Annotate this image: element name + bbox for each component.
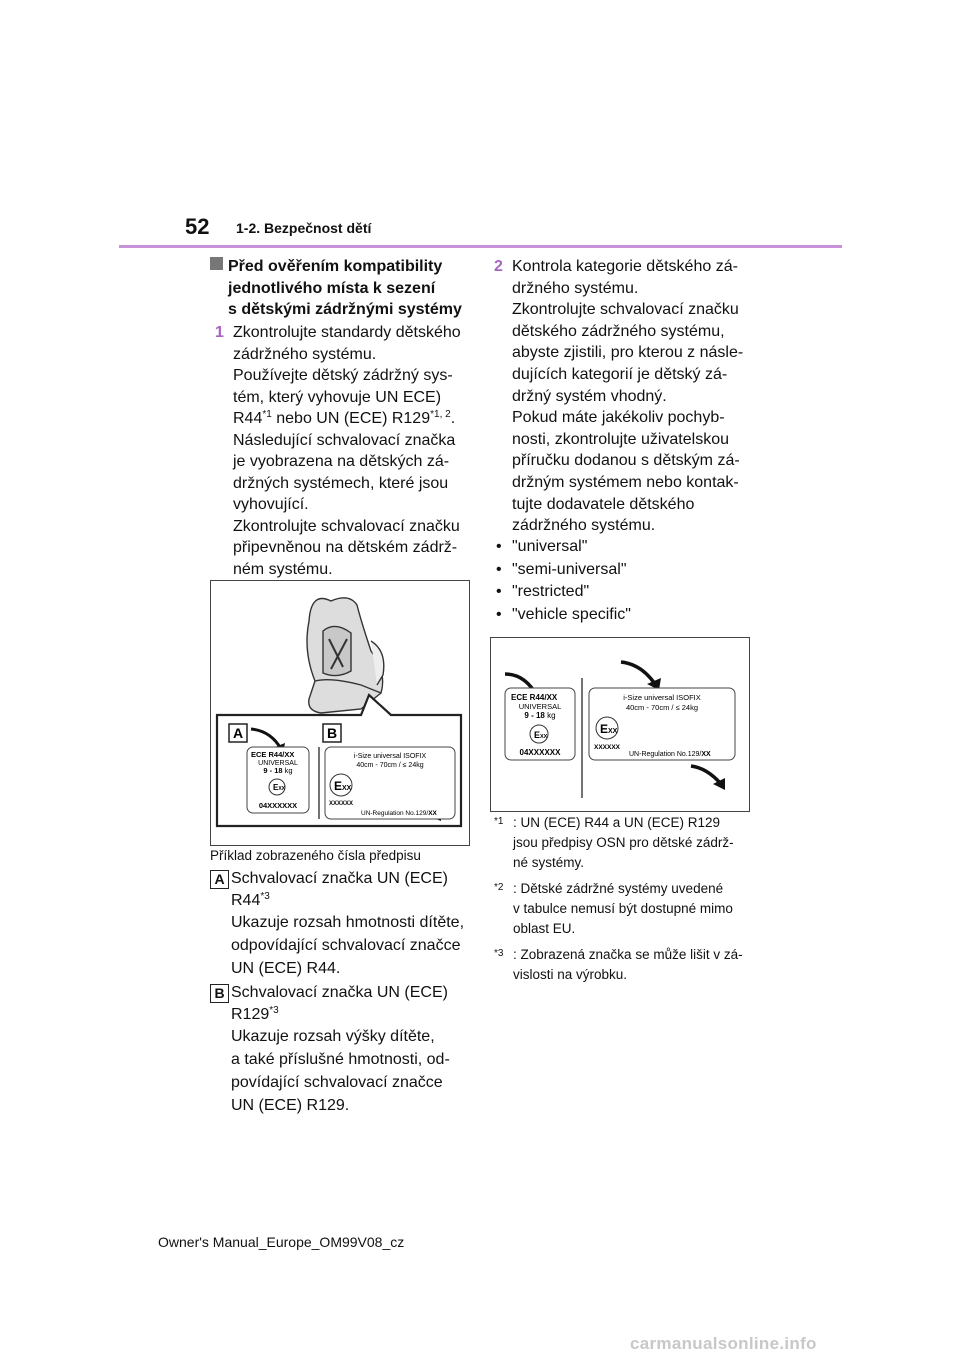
footnote-ref: *1 [262,409,272,420]
r44-line1: ECE R44/XX [251,750,295,759]
r44-line3: 9 - 18 kg [524,711,556,720]
text-line: ném systému. [233,560,333,578]
text-line: tém, který vyhovuje UN ECE) [233,388,442,406]
text-line: UN (ECE) R129. [231,1097,350,1114]
text-line: jsou předpisy OSN pro dětské zádrž- [513,835,734,850]
heading-line: Před ověřením kompatibility [228,258,443,275]
r44-line1: ECE R44/XX [511,693,558,702]
text-line: oblast EU. [513,921,576,936]
text-line: : Zobrazená značka se může lišit v zá- [513,947,743,962]
text-fragment: nebo UN (ECE) R129 [271,410,431,427]
label-a: A [232,725,244,741]
footnote: *1 : UN (ECE) R44 a UN (ECE) R129 jsou předpisy OSN pro dětské zádrž- né systémy. [494,813,754,873]
subsection-heading [210,256,480,321]
step-number: 1 [215,324,224,341]
text-line: v tabulce nemusí být dostupné mimo [513,901,733,916]
footnote-ref: *3 [269,1004,279,1016]
figure-caption: Příklad zobrazeného čísla předpisu [210,848,421,863]
text-line [233,408,477,430]
text-line: vislosti na výrobku. [513,967,628,982]
r129-code: XXXXXX [594,744,621,751]
text-line [231,890,480,912]
text-line: povídající schvalovací značce [231,1074,443,1091]
r44-line2: UNIVERSAL [258,760,298,767]
text-line: Ukazuje rozsah hmotnosti dítěte, [231,914,465,931]
r129-regulation: UN-Regulation No.129/XX [361,810,437,817]
approval-marks-figure [490,637,750,812]
watermark: carmanualsonline.info [630,1334,817,1353]
text-line: tujte dodavatele dětského [512,495,695,513]
item-a [210,868,480,980]
section-title: 1-2. Bezpečnost dětí [236,220,372,236]
r129-line1: i-Size universal ISOFIX [623,693,701,702]
step-1 [215,322,477,580]
r129-line2: 40cm - 70cm / ≤ 24kg [356,762,424,769]
label-b-box: B [210,984,229,1003]
text-line: Schvalovací značka UN (ECE) [231,870,448,887]
text-line [231,1004,480,1026]
footnote: *2 : Dětské zádržné systémy uvedené v tabulce nemusí být dostupné mimo oblast EU. [494,879,754,939]
r129-line1: i-Size universal ISOFIX [353,753,427,760]
text-line: né systémy. [513,855,585,870]
e-mark-text: EXX [600,722,618,736]
arrow-icon [691,766,721,784]
list-item: • "semi-universal" [494,559,764,582]
text-line: připevněnou na dětském zádrž- [233,539,458,556]
child-seat-figure [210,580,470,846]
text-line: Používejte dětský zádržný sys- [233,367,453,384]
heading-line: s dětskými zádržnými systémy [228,301,462,318]
text-line: dujících kategorií je dětský zá- [512,365,728,383]
text-fragment: R44 [233,410,263,427]
text-fragment: . [450,410,456,427]
list-item: • "vehicle specific" [494,604,764,627]
arrow-icon [621,662,655,684]
text-line: zádržného systému. [233,345,377,363]
footnote-ref: *3 [260,890,270,902]
list-item: • "universal" [494,536,764,559]
page-number: 52 [185,214,210,239]
text-line: Schvalovací značka UN (ECE) [231,984,448,1001]
r129-regulation: UN-Regulation No.129/XX [629,751,711,758]
text-line: Následující schvalovací značka [233,431,456,449]
r44-line3: 9 - 18 kg [263,766,293,775]
text-line: Pokud máte jakékoliv pochyb- [512,409,725,427]
text-line: držných systémech, které jsou [233,474,449,492]
r44-number: 04XXXXXX [258,801,298,810]
square-bullet-icon [210,257,223,270]
list-item: • "restricted" [494,581,764,604]
r129-code: XXXXXX [329,801,354,807]
footnote: *3 : Zobrazená značka se může lišit v zá- vislosti na výrobku. [494,945,754,985]
text-line: Zkontrolujte schvalovací značku [512,301,739,319]
heading-line: jednotlivého místa k sezení [228,279,436,297]
step-number: 2 [494,258,503,275]
e-mark-text: EXX [534,730,548,740]
child-seat-icon [307,598,384,713]
approval-marks-illustration [491,638,749,811]
text-line: abyste zjistili, pro kterou z násle- [512,344,744,362]
text-line: odpovídající schvalovací značce [231,937,461,954]
text-line: Kontrola kategorie dětského zá- [512,258,738,275]
header-divider [119,245,842,248]
label-b: B [326,725,338,741]
footnote-ref: *1, 2 [430,409,451,420]
text-fragment: R44 [231,891,261,909]
text-line: UN (ECE) R44. [231,960,341,977]
r44-number: 04XXXXXX [519,748,561,757]
text-line: Ukazuje rozsah výšky dítěte, [231,1028,435,1045]
r129-line2: 40cm - 70cm / ≤ 24kg [625,703,699,712]
step-2 [494,256,766,537]
text-fragment: R129 [231,1005,270,1023]
footnotes [494,813,754,991]
item-b [210,982,480,1117]
text-line: držný systém vhodný. [512,387,667,405]
text-line: příručku dodanou s dětským zá- [512,452,740,470]
footer-text: Owner's Manual_Europe_OM99V08_cz [158,1234,405,1250]
text-line: nosti, zkontrolujte uživatelskou [512,430,729,448]
child-seat-illustration [211,581,469,845]
label-a-box: A [210,870,229,889]
text-line: držného systému. [512,279,639,297]
text-line: zádržného systému. [512,517,656,535]
text-line: je vyobrazena na dětských zá- [233,453,450,470]
e-mark-text: EXX [273,783,286,792]
text-line: vyhovující. [233,496,309,513]
e-mark-text: EXX [334,779,352,793]
text-line: Zkontrolujte schvalovací značku [233,517,460,535]
text-line: držným systémem nebo kontak- [512,473,739,491]
text-line: a také příslušné hmotnosti, od- [231,1051,450,1068]
text-line: Zkontrolujte standardy dětského [233,324,461,341]
text-line: : Dětské zádržné systémy uvedené [513,881,724,896]
text-line: : UN (ECE) R44 a UN (ECE) R129 [513,815,721,830]
text-line: dětského zádržného systému, [512,322,725,340]
category-list [494,536,764,626]
r44-line2: UNIVERSAL [518,702,562,711]
